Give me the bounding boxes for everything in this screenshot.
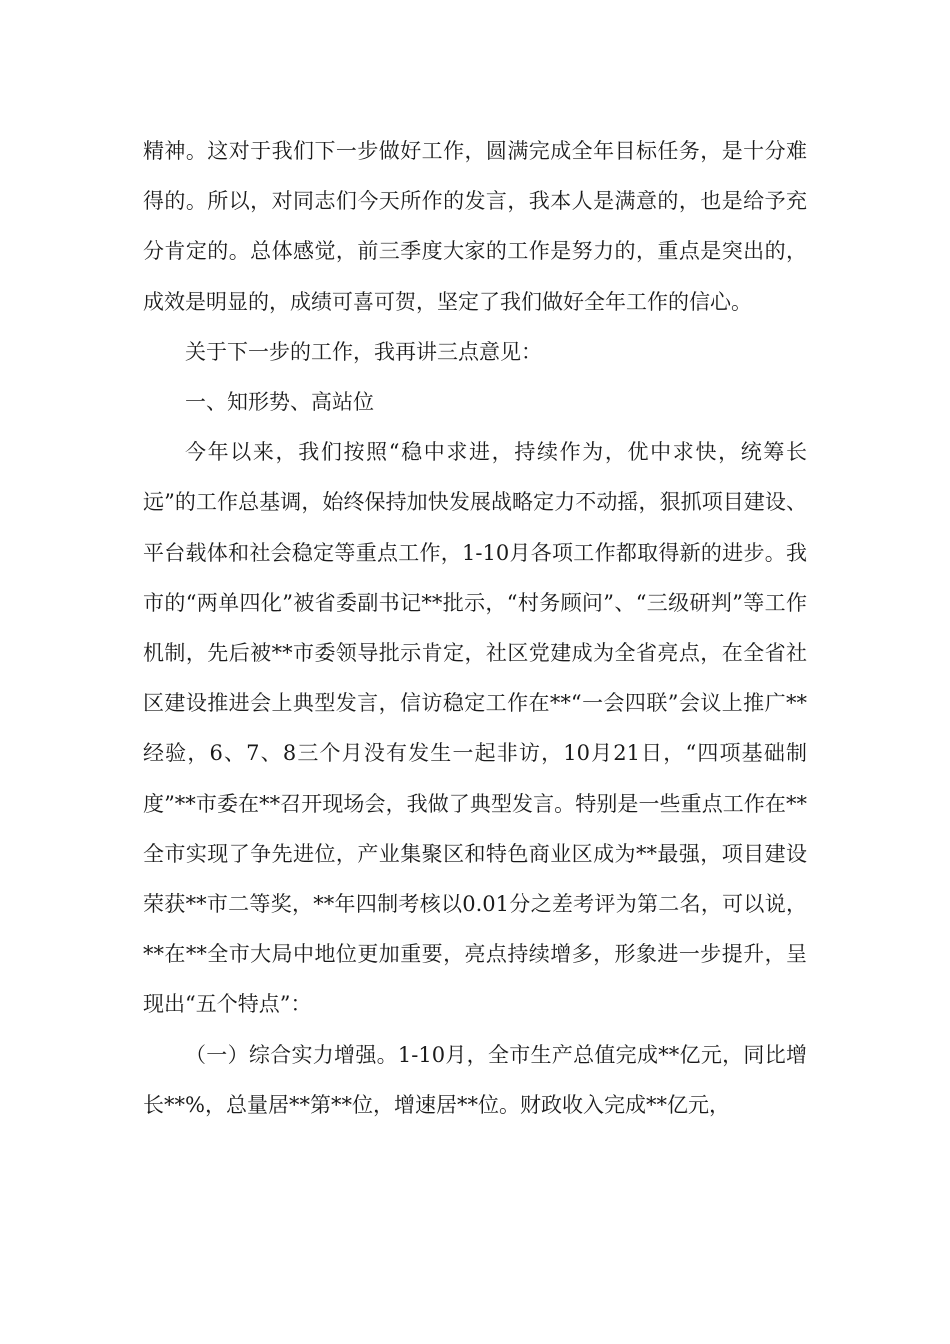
section-heading: 一、知形势、高站位 [185, 390, 374, 415]
paragraph-subsection: （一）综合实力增强。1-10月，全市生产总值完成**亿元，同比增长**%，总量居**第**位，增速居**位。财政收入完成**亿元， [143, 1042, 807, 1117]
document-body [143, 126, 807, 1130]
paragraph-continuation: 精神。这对于我们下一步做好工作，圆满完成全年目标任务，是十分难得的。所以，对同志们今天所作的发言，我本人是满意的，也是给予充分肯定的。总体感觉，前三季度大家的工作是努力的，重点是突出的，成效是明显的，成绩可喜可贺，坚定了我们做好全年工作的信心。 [143, 139, 807, 314]
paragraph-intro: 关于下一步的工作，我再讲三点意见： [185, 339, 542, 364]
paragraph-body: 今年以来，我们按照“稳中求进，持续作为，优中求快，统筹长远”的工作总基调，始终保持加快发展战略定力不动摇，狠抓项目建设、平台载体和社会稳定等重点工作，1-10月各项工作都取得新的进步。我市的“两单四化”被省委副书记**批示，“村务顾问”、“三级研判”等工作机制，先后被**市委领导批示肯定，社区党建成为全省亮点，在全省社区建设推进会上典型发言，信访稳定工作在**“一会四联”会议上推广**经验，6、7、8三个月没有发生一起非访，10月21日，“四项基础制度”**市委在**召开现场会，我做了典型发言。特别是一些重点工作在**全市实现了争先进位，产业集聚区和特色商业区成为**最强，项目建设荣获**市二等奖，**年四制考核以0.01分之差考评为第二名，可以说，**在**全市大局中地位更加重要，亮点持续增多，形象进一步提升，呈现出“五个特点”： [143, 440, 807, 1017]
